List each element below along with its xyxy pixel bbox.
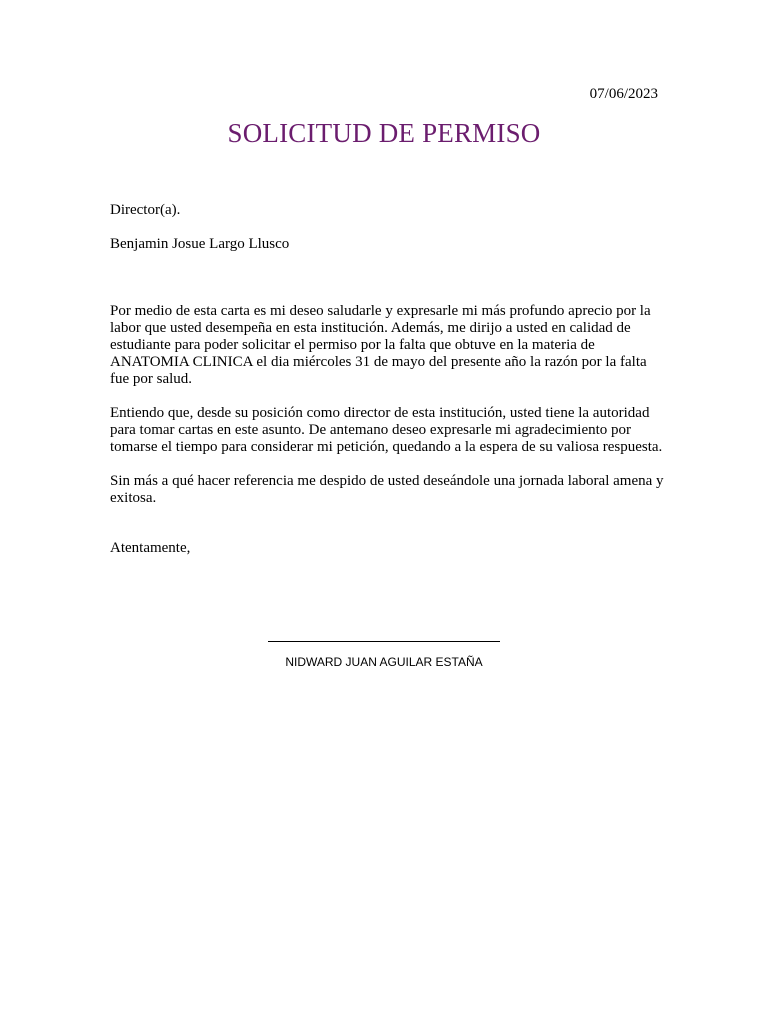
recipient-title: Director(a). bbox=[110, 202, 181, 218]
recipient-name: Benjamin Josue Largo Llusco bbox=[110, 236, 290, 252]
signature-line bbox=[268, 641, 500, 642]
letter-body bbox=[110, 303, 666, 524]
body-paragraph-2: Entiendo que, desde su posición como director de esta institución, usted tiene la autoridad para tomar cartas en este asunto. De antemano deseo expresarle mi agradecimiento por tomarse el tiempo para considerar mi petición, quedando a la espera de su valiosa respuesta. bbox=[110, 405, 663, 455]
letter-closing: Atentamente, bbox=[110, 540, 191, 556]
signer-name: NIDWARD JUAN AGUILAR ESTAÑA bbox=[285, 655, 483, 669]
body-paragraph-3: Sin más a qué hacer referencia me despido de usted deseándole una jornada laboral amena y exitosa. bbox=[110, 473, 664, 506]
body-paragraph-1: Por medio de esta carta es mi deseo saludarle y expresarle mi más profundo aprecio por la labor que usted desempeña en esta institución. Además, me dirijo a usted en calidad de estudiante para poder solicitar el permiso por la falta que obtuve en la materia de ANATOMIA CLINICA el dia miércoles 31 de mayo del presente año la razón por la falta fue por salud. bbox=[110, 303, 651, 387]
letter-date: 07/06/2023 bbox=[589, 86, 658, 102]
letter-title: SOLICITUD DE PERMISO bbox=[227, 118, 541, 148]
